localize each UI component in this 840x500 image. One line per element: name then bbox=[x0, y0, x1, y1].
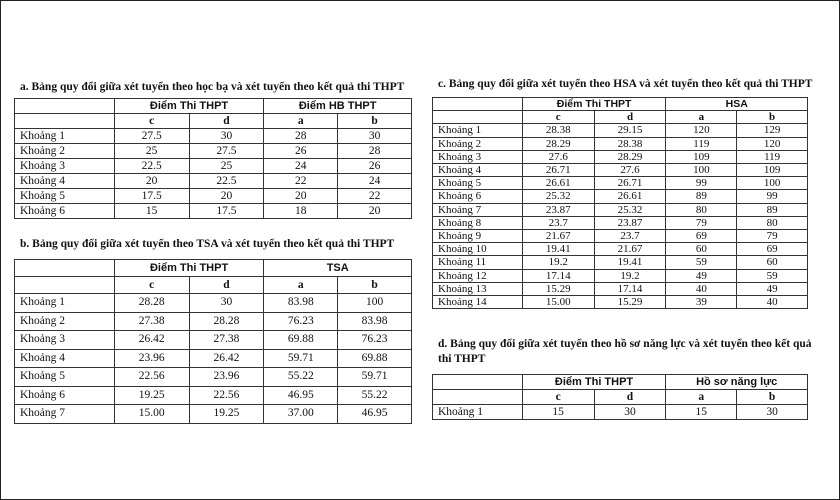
value-cell: 24 bbox=[338, 174, 412, 189]
value-cell: 22.56 bbox=[189, 386, 264, 405]
value-cell: 28 bbox=[264, 129, 338, 144]
value-cell: 39 bbox=[666, 296, 737, 309]
value-cell: 100 bbox=[666, 164, 737, 177]
value-cell: 69 bbox=[666, 230, 737, 243]
row-label-cell: Khoảng 6 bbox=[15, 204, 115, 219]
value-cell: 30 bbox=[338, 129, 412, 144]
table-c-corner-cell bbox=[433, 98, 523, 111]
table-d-sub-a: a bbox=[666, 390, 737, 405]
value-cell: 69.88 bbox=[338, 349, 412, 368]
value-cell: 99 bbox=[666, 177, 737, 190]
table-b-group2: TSA bbox=[264, 260, 412, 277]
value-cell: 15 bbox=[114, 204, 189, 219]
value-cell: 79 bbox=[666, 216, 737, 229]
value-cell: 83.98 bbox=[338, 312, 412, 331]
value-cell: 22.5 bbox=[189, 174, 264, 189]
value-cell: 109 bbox=[666, 150, 737, 163]
table-d-body bbox=[433, 405, 808, 420]
table-a-corner-cell bbox=[15, 99, 115, 114]
value-cell: 28.38 bbox=[522, 124, 594, 137]
value-cell: 26.42 bbox=[189, 349, 264, 368]
value-cell: 21.67 bbox=[522, 230, 594, 243]
value-cell: 19.25 bbox=[189, 405, 264, 424]
value-cell: 15 bbox=[522, 405, 594, 420]
value-cell: 26.71 bbox=[522, 164, 594, 177]
value-cell: 109 bbox=[737, 164, 808, 177]
table-row bbox=[433, 282, 808, 295]
value-cell: 15.00 bbox=[114, 405, 189, 424]
table-c-sub-a: a bbox=[666, 111, 737, 124]
value-cell: 22.5 bbox=[114, 159, 189, 174]
value-cell: 19.2 bbox=[594, 269, 666, 282]
row-label-cell: Khoảng 2 bbox=[15, 144, 115, 159]
value-cell: 46.95 bbox=[338, 405, 412, 424]
table-b-sub-c: c bbox=[114, 277, 189, 294]
value-cell: 27.5 bbox=[114, 129, 189, 144]
value-cell: 60 bbox=[737, 256, 808, 269]
value-cell: 27.38 bbox=[114, 312, 189, 331]
value-cell: 26 bbox=[264, 144, 338, 159]
row-label-cell: Khoảng 11 bbox=[433, 256, 523, 269]
value-cell: 19.2 bbox=[522, 256, 594, 269]
table-b-caption: b. Bảng quy đổi giữa xét tuyển theo TSA và xét tuyển theo kết quả thi THPT bbox=[20, 238, 395, 250]
value-cell: 23.96 bbox=[189, 368, 264, 387]
row-label-cell: Khoảng 7 bbox=[433, 203, 523, 216]
value-cell: 28.38 bbox=[594, 137, 666, 150]
row-label-cell: Khoảng 4 bbox=[433, 164, 523, 177]
value-cell: 23.87 bbox=[522, 203, 594, 216]
value-cell: 26.42 bbox=[114, 331, 189, 350]
table-a-sub-b: b bbox=[338, 114, 412, 129]
table-b-sub-header bbox=[15, 277, 412, 294]
table-c-caption: c. Bảng quy đổi giữa xét tuyển theo HSA và xét tuyển theo kết quả thi THPT bbox=[438, 78, 813, 90]
table-c-sub-header bbox=[433, 111, 808, 124]
row-label-cell: Khoảng 3 bbox=[15, 331, 115, 350]
table-d-corner-cell bbox=[433, 375, 523, 390]
value-cell: 120 bbox=[737, 137, 808, 150]
value-cell: 30 bbox=[737, 405, 808, 420]
table-a-sub-c: c bbox=[114, 114, 189, 129]
value-cell: 69.88 bbox=[264, 331, 338, 350]
table-b-corner-cell bbox=[15, 260, 115, 277]
value-cell: 79 bbox=[737, 230, 808, 243]
row-label-cell: Khoảng 8 bbox=[433, 216, 523, 229]
table-row bbox=[15, 204, 412, 219]
value-cell: 28.28 bbox=[114, 294, 189, 313]
value-cell: 40 bbox=[666, 282, 737, 295]
value-cell: 22 bbox=[338, 189, 412, 204]
row-label-cell: Khoảng 1 bbox=[433, 124, 523, 137]
value-cell: 76.23 bbox=[338, 331, 412, 350]
value-cell: 119 bbox=[666, 137, 737, 150]
value-cell: 17.5 bbox=[189, 204, 264, 219]
row-label-cell: Khoảng 6 bbox=[15, 386, 115, 405]
table-d-sub-header bbox=[433, 390, 808, 405]
table-d-sub-b: b bbox=[737, 390, 808, 405]
table-a-caption: a. Bảng quy đổi giữa xét tuyển theo học bạ và xét tuyển theo kết quả thi THPT bbox=[20, 81, 405, 93]
row-label-cell: Khoảng 12 bbox=[433, 269, 523, 282]
value-cell: 99 bbox=[737, 190, 808, 203]
row-label-cell: Khoảng 1 bbox=[15, 294, 115, 313]
row-label-cell: Khoảng 13 bbox=[433, 282, 523, 295]
table-row bbox=[433, 216, 808, 229]
table-d-sub-c: c bbox=[522, 390, 594, 405]
value-cell: 21.67 bbox=[594, 243, 666, 256]
table-row bbox=[433, 164, 808, 177]
value-cell: 100 bbox=[338, 294, 412, 313]
table-b-sub-a: a bbox=[264, 277, 338, 294]
table-d-group-header bbox=[433, 375, 808, 390]
table-c-group2: HSA bbox=[666, 98, 808, 111]
value-cell: 25.32 bbox=[594, 203, 666, 216]
value-cell: 23.7 bbox=[522, 216, 594, 229]
value-cell: 49 bbox=[737, 282, 808, 295]
value-cell: 18 bbox=[264, 204, 338, 219]
row-label-cell: Khoảng 1 bbox=[15, 129, 115, 144]
table-c-group-header bbox=[433, 98, 808, 111]
row-label-cell: Khoảng 6 bbox=[433, 190, 523, 203]
table-b-group-header bbox=[15, 260, 412, 277]
table-c bbox=[432, 97, 808, 309]
table-a-group2: Điểm HB THPT bbox=[264, 99, 412, 114]
value-cell: 19.41 bbox=[594, 256, 666, 269]
table-b-sub-d: d bbox=[189, 277, 264, 294]
table-row bbox=[433, 243, 808, 256]
table-b bbox=[14, 259, 412, 424]
table-d bbox=[432, 374, 808, 420]
value-cell: 119 bbox=[737, 150, 808, 163]
table-c-sub-c: c bbox=[522, 111, 594, 124]
table-row bbox=[15, 405, 412, 424]
table-d-sub-d: d bbox=[594, 390, 666, 405]
table-d-group2: Hồ sơ năng lực bbox=[666, 375, 808, 390]
value-cell: 29.15 bbox=[594, 124, 666, 137]
value-cell: 15.29 bbox=[594, 296, 666, 309]
value-cell: 17.14 bbox=[522, 269, 594, 282]
table-row bbox=[433, 150, 808, 163]
value-cell: 26 bbox=[338, 159, 412, 174]
table-a-sub-d: d bbox=[189, 114, 264, 129]
value-cell: 46.95 bbox=[264, 386, 338, 405]
value-cell: 23.7 bbox=[594, 230, 666, 243]
table-row bbox=[15, 129, 412, 144]
value-cell: 60 bbox=[666, 243, 737, 256]
value-cell: 55.22 bbox=[338, 386, 412, 405]
table-row bbox=[15, 174, 412, 189]
value-cell: 80 bbox=[666, 203, 737, 216]
value-cell: 26.71 bbox=[594, 177, 666, 190]
value-cell: 28.29 bbox=[594, 150, 666, 163]
value-cell: 37.00 bbox=[264, 405, 338, 424]
value-cell: 20 bbox=[338, 204, 412, 219]
value-cell: 76.23 bbox=[264, 312, 338, 331]
table-c-group1: Điểm Thi THPT bbox=[522, 98, 666, 111]
row-label-cell: Khoảng 1 bbox=[433, 405, 523, 420]
value-cell: 49 bbox=[666, 269, 737, 282]
value-cell: 19.41 bbox=[522, 243, 594, 256]
value-cell: 59 bbox=[737, 269, 808, 282]
value-cell: 28.29 bbox=[522, 137, 594, 150]
value-cell: 59.71 bbox=[338, 368, 412, 387]
table-row bbox=[15, 144, 412, 159]
table-row bbox=[433, 230, 808, 243]
value-cell: 20 bbox=[189, 189, 264, 204]
table-d-caption: d. Bảng quy đổi giữa xét tuyển theo hồ sơ năng lực và xét tuyển theo kết quả thi THPT bbox=[438, 338, 812, 365]
row-label-cell: Khoảng 2 bbox=[433, 137, 523, 150]
row-label-cell: Khoảng 5 bbox=[15, 189, 115, 204]
value-cell: 69 bbox=[737, 243, 808, 256]
row-label-cell: Khoảng 3 bbox=[433, 150, 523, 163]
table-row bbox=[433, 405, 808, 420]
value-cell: 55.22 bbox=[264, 368, 338, 387]
table-b-sub-b: b bbox=[338, 277, 412, 294]
value-cell: 59.71 bbox=[264, 349, 338, 368]
value-cell: 83.98 bbox=[264, 294, 338, 313]
value-cell: 20 bbox=[114, 174, 189, 189]
row-label-cell: Khoảng 5 bbox=[433, 177, 523, 190]
value-cell: 129 bbox=[737, 124, 808, 137]
row-label-cell: Khoảng 2 bbox=[15, 312, 115, 331]
table-row bbox=[15, 386, 412, 405]
row-label-cell: Khoảng 10 bbox=[433, 243, 523, 256]
row-label-cell: Khoảng 9 bbox=[433, 230, 523, 243]
row-label-cell: Khoảng 4 bbox=[15, 174, 115, 189]
value-cell: 25 bbox=[114, 144, 189, 159]
value-cell: 22 bbox=[264, 174, 338, 189]
table-row bbox=[433, 137, 808, 150]
table-c-sub-b: b bbox=[737, 111, 808, 124]
table-b-body bbox=[15, 294, 412, 424]
value-cell: 15.00 bbox=[522, 296, 594, 309]
value-cell: 19.25 bbox=[114, 386, 189, 405]
row-label-cell: Khoảng 14 bbox=[433, 296, 523, 309]
value-cell: 89 bbox=[737, 203, 808, 216]
value-cell: 24 bbox=[264, 159, 338, 174]
table-row bbox=[15, 294, 412, 313]
row-label-cell: Khoảng 4 bbox=[15, 349, 115, 368]
table-row bbox=[15, 189, 412, 204]
table-row bbox=[15, 368, 412, 387]
table-a-sub-header bbox=[15, 114, 412, 129]
row-label-cell: Khoảng 7 bbox=[15, 405, 115, 424]
value-cell: 27.6 bbox=[522, 150, 594, 163]
table-row bbox=[15, 331, 412, 350]
value-cell: 23.87 bbox=[594, 216, 666, 229]
table-row bbox=[433, 203, 808, 216]
value-cell: 27.5 bbox=[189, 144, 264, 159]
table-row bbox=[15, 312, 412, 331]
value-cell: 80 bbox=[737, 216, 808, 229]
table-row bbox=[433, 190, 808, 203]
value-cell: 25.32 bbox=[522, 190, 594, 203]
row-label-cell: Khoảng 5 bbox=[15, 368, 115, 387]
value-cell: 59 bbox=[666, 256, 737, 269]
value-cell: 17.14 bbox=[594, 282, 666, 295]
value-cell: 15 bbox=[666, 405, 737, 420]
value-cell: 26.61 bbox=[522, 177, 594, 190]
table-d-group1: Điểm Thi THPT bbox=[522, 375, 666, 390]
value-cell: 30 bbox=[189, 129, 264, 144]
value-cell: 22.56 bbox=[114, 368, 189, 387]
table-b-group1: Điểm Thi THPT bbox=[114, 260, 264, 277]
value-cell: 23.96 bbox=[114, 349, 189, 368]
value-cell: 15.29 bbox=[522, 282, 594, 295]
table-row bbox=[433, 269, 808, 282]
value-cell: 100 bbox=[737, 177, 808, 190]
table-a-body bbox=[15, 129, 412, 219]
value-cell: 27.38 bbox=[189, 331, 264, 350]
value-cell: 30 bbox=[594, 405, 666, 420]
value-cell: 27.6 bbox=[594, 164, 666, 177]
table-c-body bbox=[433, 124, 808, 309]
table-row bbox=[433, 177, 808, 190]
table-a-group-header bbox=[15, 99, 412, 114]
table-row bbox=[15, 159, 412, 174]
value-cell: 28.28 bbox=[189, 312, 264, 331]
value-cell: 26.61 bbox=[594, 190, 666, 203]
value-cell: 40 bbox=[737, 296, 808, 309]
value-cell: 17.5 bbox=[114, 189, 189, 204]
table-row bbox=[433, 296, 808, 309]
table-row bbox=[433, 256, 808, 269]
table-a-group1: Điểm Thi THPT bbox=[114, 99, 264, 114]
value-cell: 30 bbox=[189, 294, 264, 313]
value-cell: 89 bbox=[666, 190, 737, 203]
table-a-sub-a: a bbox=[264, 114, 338, 129]
row-label-cell: Khoảng 3 bbox=[15, 159, 115, 174]
value-cell: 20 bbox=[264, 189, 338, 204]
value-cell: 25 bbox=[189, 159, 264, 174]
value-cell: 120 bbox=[666, 124, 737, 137]
value-cell: 28 bbox=[338, 144, 412, 159]
table-row bbox=[433, 124, 808, 137]
table-row bbox=[15, 349, 412, 368]
table-a bbox=[14, 98, 412, 219]
table-c-sub-d: d bbox=[594, 111, 666, 124]
